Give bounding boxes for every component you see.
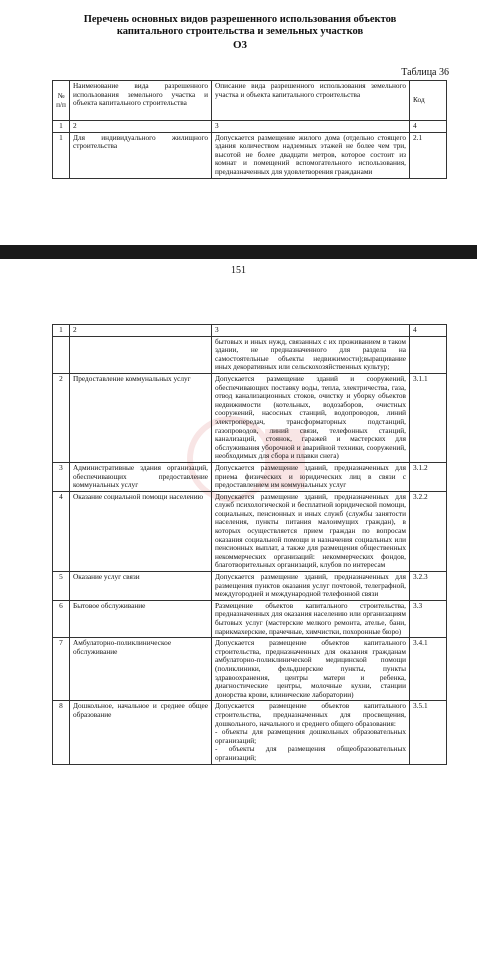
row-number: 7 — [53, 638, 70, 701]
row-name: Амбулаторно-поликлиническое обслуживание — [70, 638, 212, 701]
header-number: № п/п — [53, 81, 70, 121]
table-row — [53, 600, 447, 637]
document-page-1 — [0, 0, 477, 245]
row-code: 2.1 — [410, 132, 447, 178]
row-name: Для индивидуального жилищного строительства — [70, 132, 212, 178]
row-number: 6 — [53, 600, 70, 637]
row-description: Допускается размещение жилого дома (отдельно стоящего здания количеством надземных этажей не более чем три, высотой не более двадцати метров, которое состоит из комнат и помещений вспомогательного использования, предназначенных для удовлетворения гражданами — [212, 132, 410, 178]
continuation-description: бытовых и иных нужд, связанных с их проживанием в таком здании, не предназначенного для раздела на самостоятельные объекты недвижимости);выращивание иных декоративных или сельскохозяйственных культур; — [212, 336, 410, 373]
table-row — [53, 132, 447, 178]
table-row — [53, 638, 447, 701]
table-row — [53, 701, 447, 764]
land-use-table-page-1 — [52, 80, 447, 179]
table-row — [53, 572, 447, 601]
row-number: 4 — [53, 491, 70, 571]
row-name: Предоставление коммунальных услуг — [70, 373, 212, 462]
row-description: Допускается размещение зданий и сооружений, обеспечивающих поставку воды, тепла, электричества, газа, отвод канализационных стоков, очистку и уборку объектов недвижимости (котельных, водозаборов, очистных сооружений, насосных станций, водопроводов, линий электропередач, трансформаторных подстанций, газопроводов, линий связи, телефонных станций, канализаций, стоянок, гаражей и мастерских для обслуживания уборочной и аварийной техники, сооружений, необходимых для сбора и плавки снега) — [212, 373, 410, 462]
row-description: Размещение объектов капитального строительства, предназначенных для оказания населению или организациям бытовых услуг (мастерские мелкого ремонта, ателье, бани, парикмахерские, прачечные, химчистки, похоронные бюро) — [212, 600, 410, 637]
document-page-2 — [0, 259, 477, 960]
row-code: 3.2.3 — [410, 572, 447, 601]
land-use-table-page-2 — [52, 324, 447, 765]
page-separator — [0, 245, 477, 259]
row-description: Допускается размещение зданий, предназначенных для размещения пунктов оказания услуг почтовой, телеграфной, междугородней и международной телефонной связи — [212, 572, 410, 601]
header-name: Наименование вида разрешенного использования земельного участка и объекта капитального строительства — [70, 81, 212, 121]
row-code: 3.2.2 — [410, 491, 447, 571]
header-description: Описание вида разрешенного использования земельного участка и объекта капитального строительства — [212, 81, 410, 121]
table-body-page-1 — [53, 132, 447, 178]
row-name: Оказание услуг связи — [70, 572, 212, 601]
numbering-row: 1 2 3 4 — [53, 325, 447, 337]
row-code: 3.3 — [410, 600, 447, 637]
row-description: Допускается размещение объектов капитального строительства, предназначенных для просвещения, дошкольного, начального и среднего общего образования: - объекты для размещения дошкольных образовательных организаций; - объекты для размещения общеобразовательных организаций; — [212, 701, 410, 764]
row-number: 1 — [53, 132, 70, 178]
row-code: 3.4.1 — [410, 638, 447, 701]
table-header-row — [53, 81, 447, 121]
row-description: Допускается размещение зданий, предназначенных для приема физических и юридических лиц в связи с предоставлением им коммунальных услуг — [212, 462, 410, 491]
row-name: Бытовое обслуживание — [70, 600, 212, 637]
table-row — [53, 373, 447, 462]
page-number: 151 — [231, 265, 246, 276]
row-number: 5 — [53, 572, 70, 601]
header-code: Код — [410, 81, 447, 121]
row-number: 8 — [53, 701, 70, 764]
table-body-page-2 — [53, 373, 447, 764]
continuation-row — [53, 336, 447, 373]
row-description: Допускается размещение зданий, предназначенных для служб психологической и бесплатной юридической помощи, социальных, пенсионных и иных служб (службы занятости населения, пункты питания малоимущих граждан), в которых осуществляется прием граждан по вопросам оказания социальной помощи и назначения социальных или пенсионных выплат, а также для размещения общественных некоммерческих организаций: некоммерческих фондов, благотворительных организаций, клубов по интересам — [212, 491, 410, 571]
row-name: Административные здания организаций, обеспечивающих предоставление коммунальных услуг — [70, 462, 212, 491]
row-code: 3.1.2 — [410, 462, 447, 491]
row-description: Допускается размещение объектов капитального строительства, предназначенных для оказания гражданам амбулаторно-поликлинической медицинской помощи (поликлиники, фельдшерские пункты, пункты здравоохранения, центры матери и ребенка, диагностические центры, молочные кухни, станции донорства крови, клинические лаборатории) — [212, 638, 410, 701]
table-row — [53, 462, 447, 491]
row-code: 3.5.1 — [410, 701, 447, 764]
row-number: 2 — [53, 373, 70, 462]
row-number: 3 — [53, 462, 70, 491]
row-name: Оказание социальной помощи населению — [70, 491, 212, 571]
numbering-row: 1 2 3 4 — [53, 121, 447, 133]
row-code: 3.1.1 — [410, 373, 447, 462]
document-title: Перечень основных видов разрешенного использования объектов капитального строительства и земельных участков О3 — [83, 14, 397, 51]
table-row — [53, 491, 447, 571]
table-caption: Таблица 36 — [401, 67, 449, 78]
row-name: Дошкольное, начальное и среднее общее образование — [70, 701, 212, 764]
